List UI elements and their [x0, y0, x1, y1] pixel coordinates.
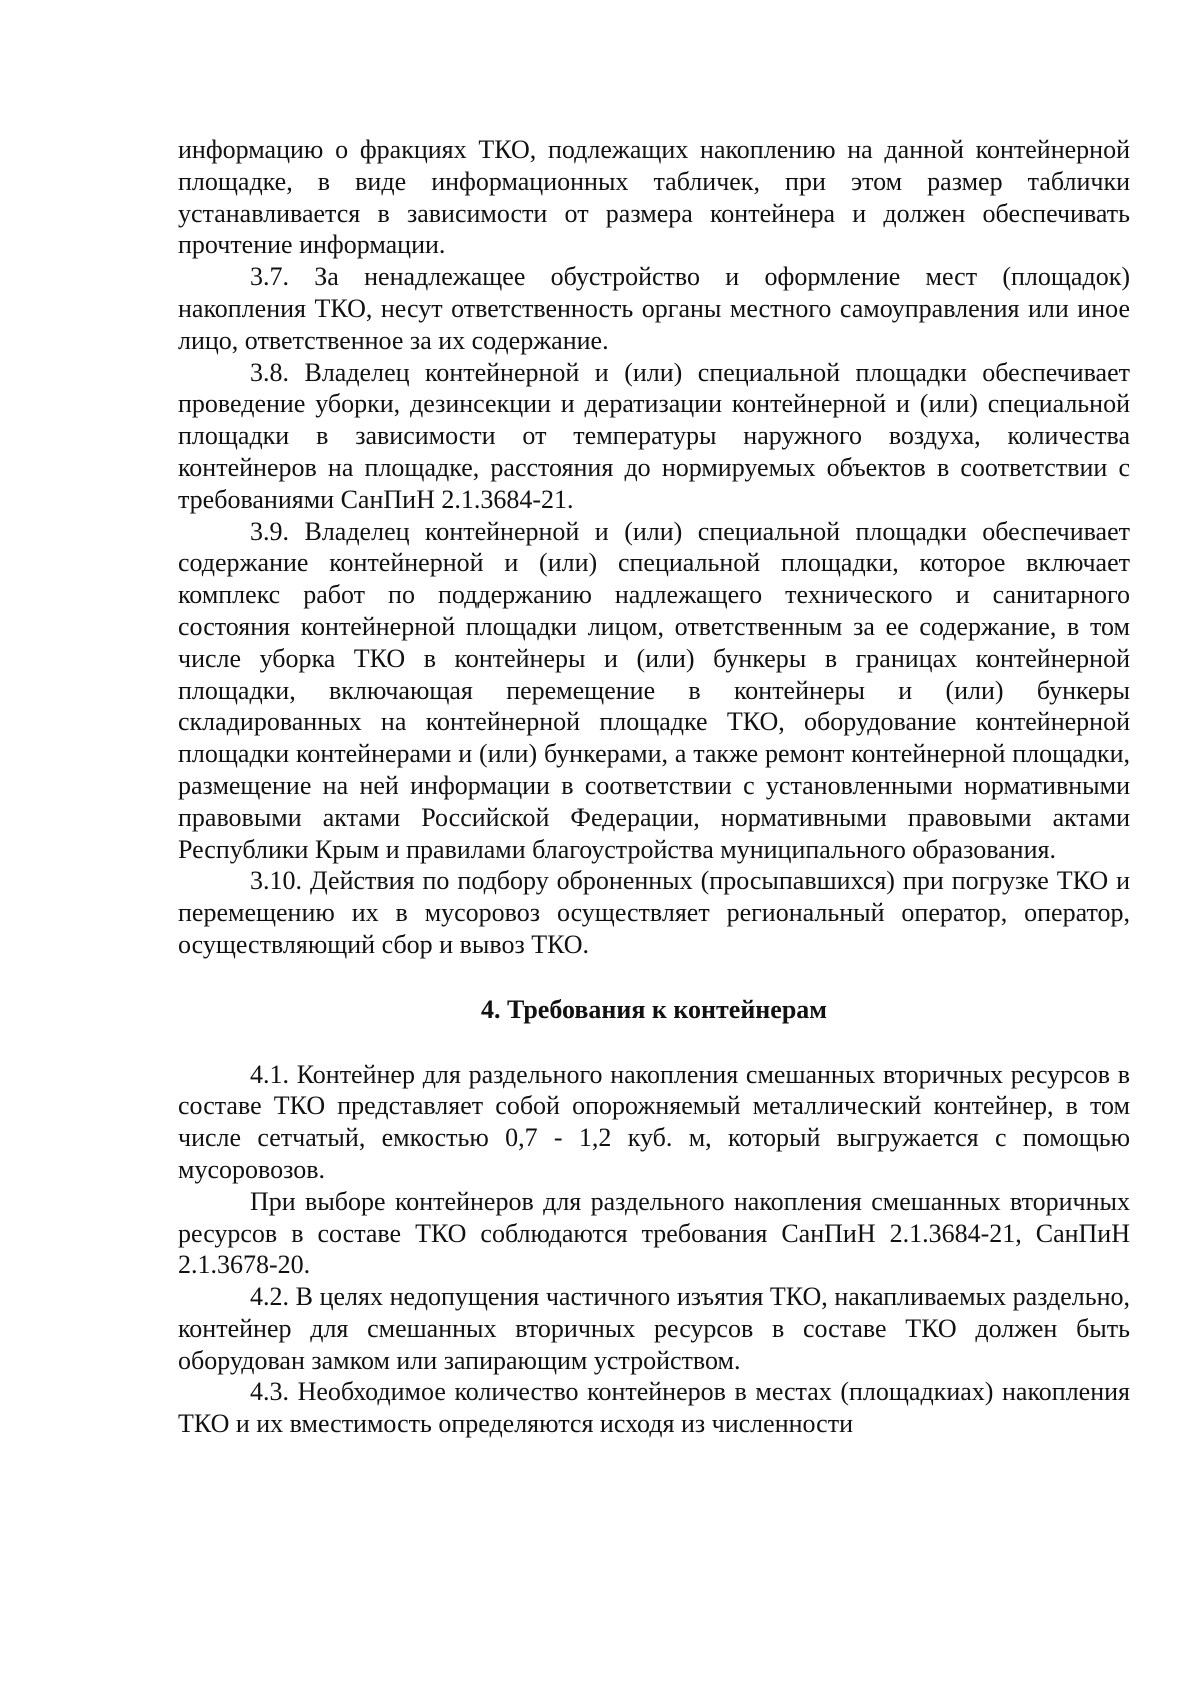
- section-heading: 4. Требования к контейнерам: [480, 994, 827, 1024]
- paragraph-4-2: 4.2. В целях недопущения частичного изъятия ТКО, накапливаемых раздельно, контейнер для смешанных вторичных ресурсов в составе ТКО должен быть оборудован замком или запирающим устройством.: [178, 1282, 1130, 1375]
- document-body: [178, 134, 1130, 1440]
- paragraph-3-10: 3.10. Действия по подбору оброненных (просыпавшихся) при погрузке ТКО и перемещению их в мусоровоз осуществляет региональный оператор, оператор, осуществляющий сбор и вывоз ТКО.: [178, 866, 1130, 959]
- paragraph-3-9: 3.9. Владелец контейнерной и (или) специальной площадки обеспечивает содержание контейнерной и (или) специальной площадки, которое включает комплекс работ по поддержанию надлежащего технического и санитарного состояния контейнерной площадки лицом, ответственным за ее содержание, в том числе уборка ТКО в контейнеры и (или) бункеры в границах контейнерной площадки, включающая перемещение в контейнеры и (или) бункеры складированных на контейнерной площадке ТКО, оборудование контейнерной площадки контейнерами и (или) бункерами, а также ремонт контейнерной площадки, размещение на ней информации в соответствии с установленными нормативными правовыми актами Российской Федерации, нормативными правовыми актами Республики Крым и правилами благоустройства муниципального образования.: [178, 516, 1130, 864]
- paragraph-4-1: 4.1. Контейнер для раздельного накопления смешанных вторичных ресурсов в составе ТКО представляет собой опорожняемый металлический контейнер, в том числе сетчатый, емкостью 0,7 - 1,2 куб. м, который выгружается с помощью мусоровозов.: [178, 1059, 1130, 1184]
- paragraph-3-8: 3.8. Владелец контейнерной и (или) специальной площадки обеспечивает проведение уборки, дезинсекции и дератизации контейнерной и (или) специальной площадки в зависимости от температуры наружного воздуха, количества контейнеров на площадке, расстояния до нормируемых объектов в соответствии с требованиями СанПиН 2.1.3684-21.: [178, 357, 1130, 514]
- paragraph-4-1-requirements: При выборе контейнеров для раздельного накопления смешанных вторичных ресурсов в составе ТКО соблюдаются требования СанПиН 2.1.3684-21, СанПиН 2.1.3678-20.: [178, 1186, 1130, 1280]
- paragraph-3-7: 3.7. За ненадлежащее обустройство и оформление мест (площадок) накопления ТКО, несут ответственность органы местного самоуправления или иное лицо, ответственное за их содержание.: [178, 262, 1130, 355]
- paragraph-continuation: информацию о фракциях ТКО, подлежащих накоплению на данной контейнерной площадке, в виде информационных табличек, при этом размер таблички устанавливается в зависимости от размера контейнера и должен обеспечивать прочтение информации.: [178, 135, 1130, 260]
- paragraph-4-3: 4.3. Необходимое количество контейнеров в местах (площадкиах) накопления ТКО и их вместимость определяются исходя из численности: [178, 1377, 1130, 1439]
